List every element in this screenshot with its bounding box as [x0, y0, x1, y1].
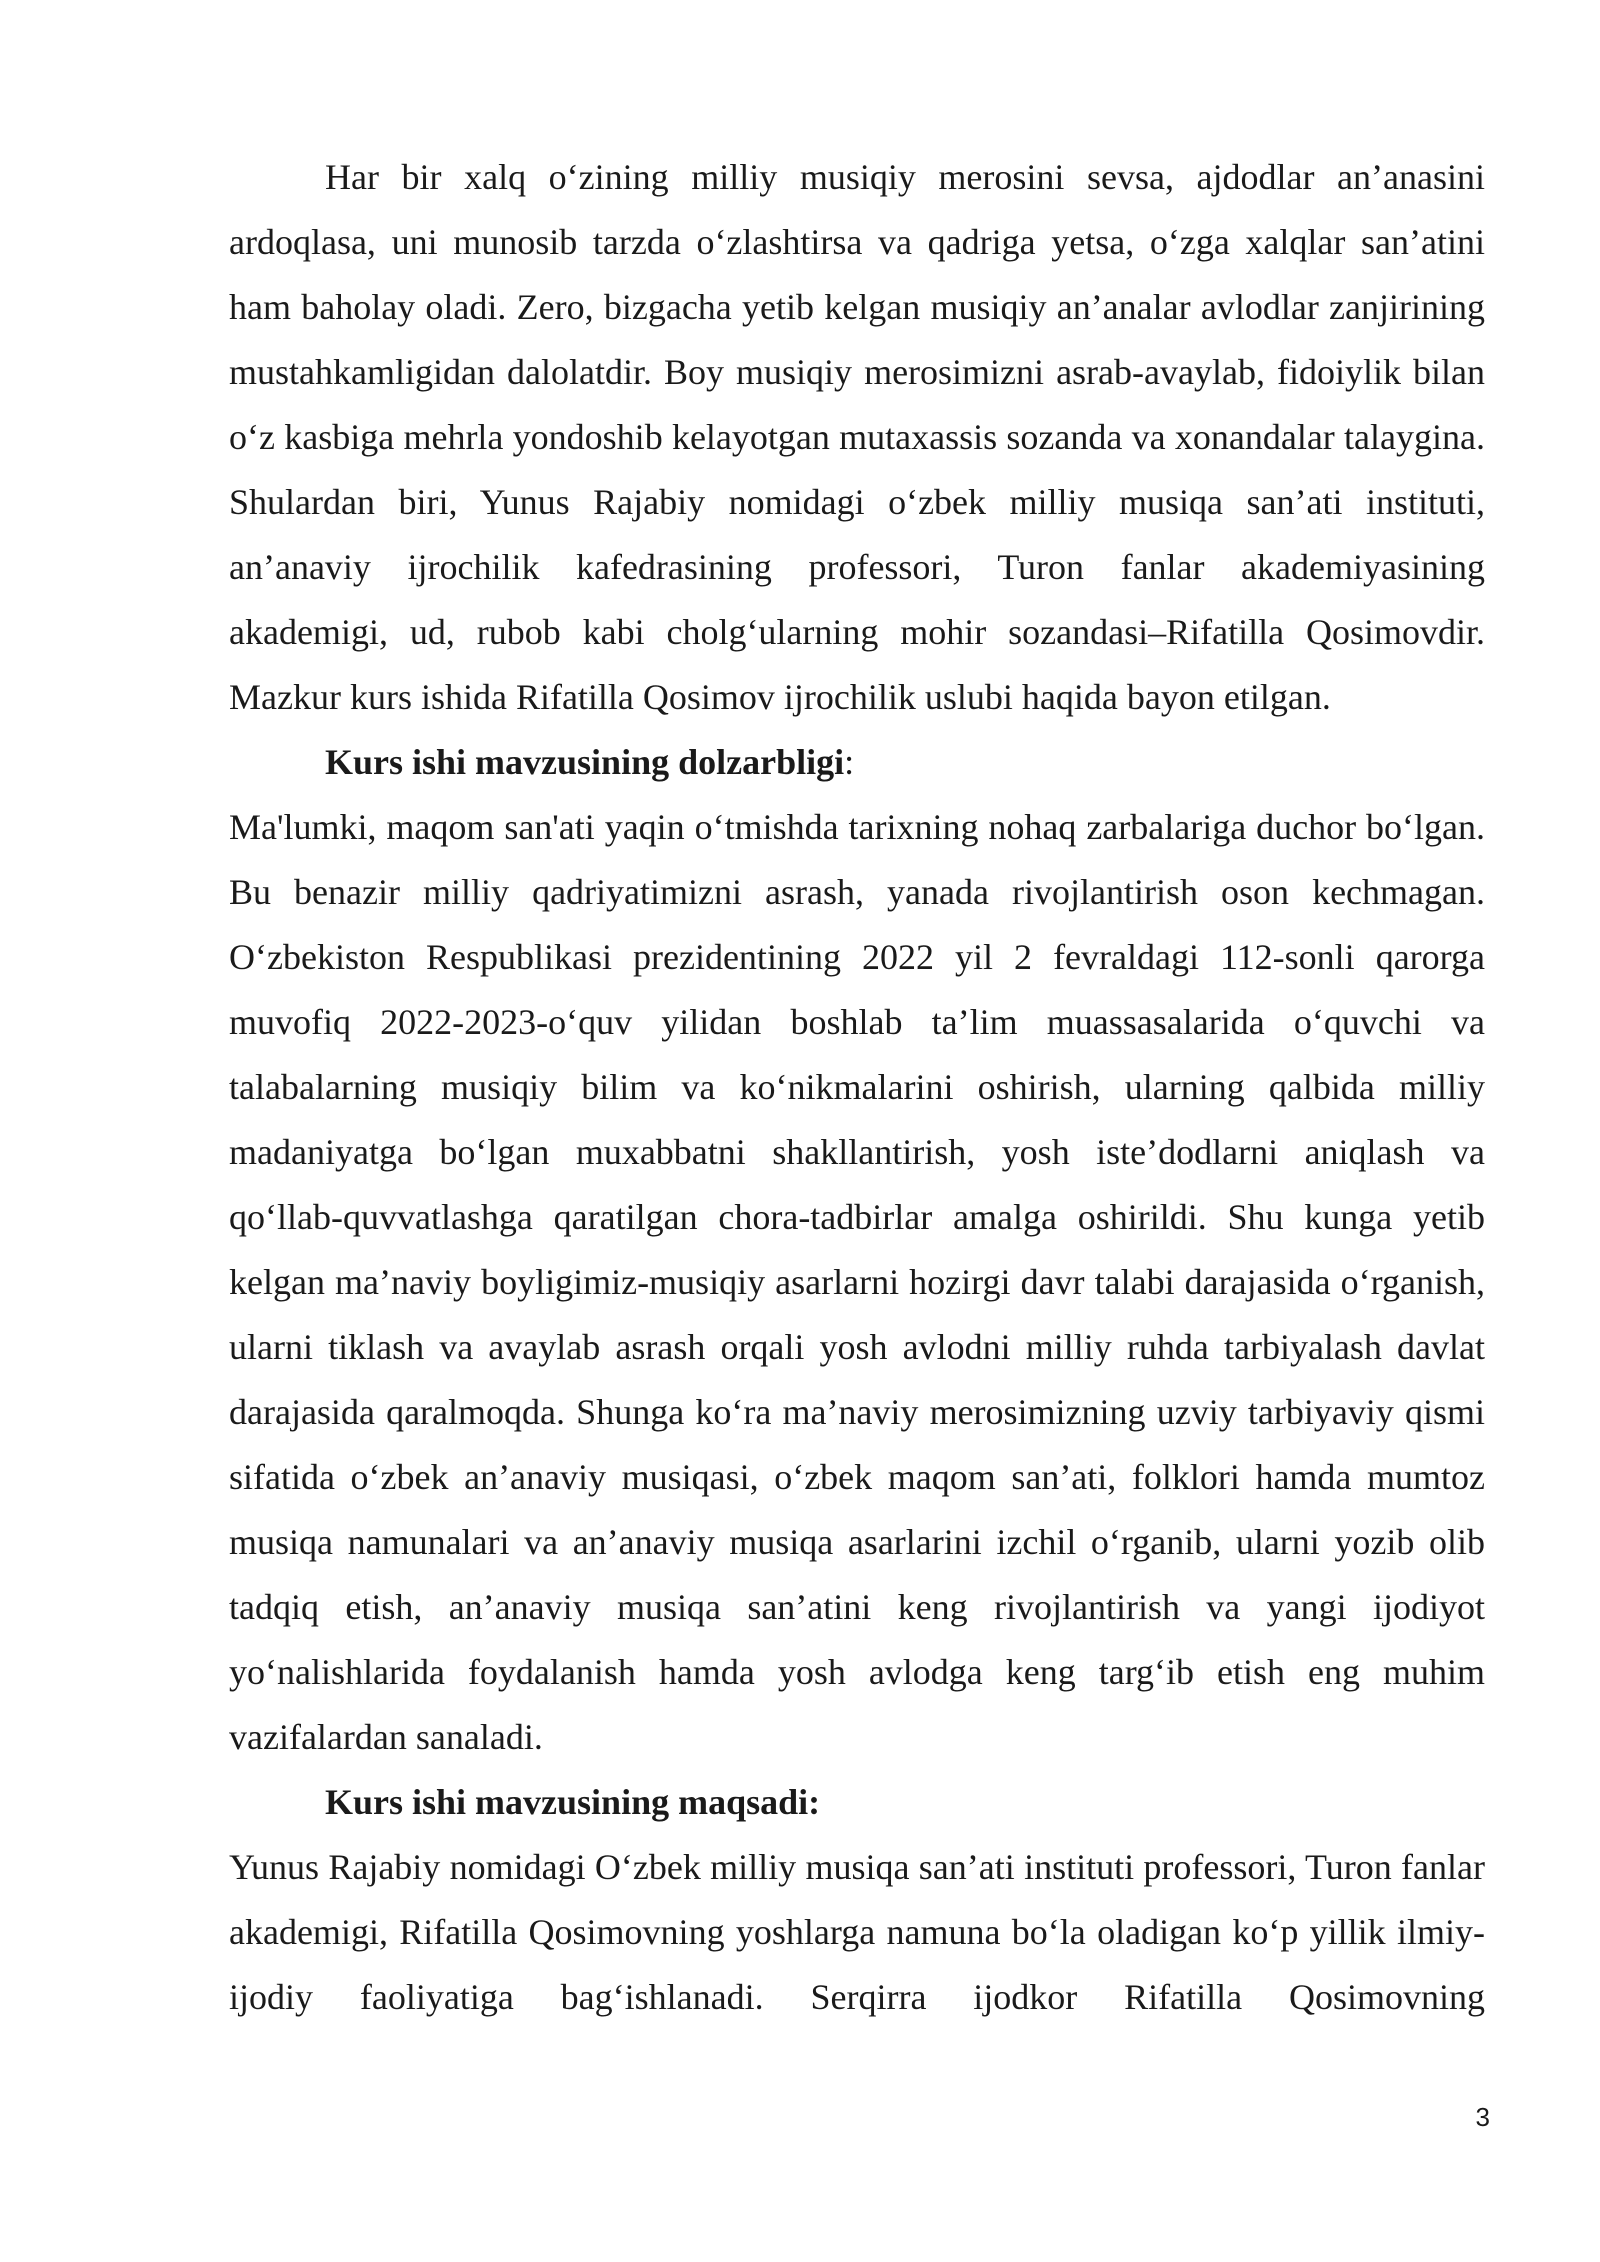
- relevance-paragraph: Ma'lumki, maqom san'ati yaqin o‘tmishda tarixning nohaq zarbalariga duchor bo‘lgan. Bu benazir milliy qadriyatimizni asrash, yanada rivojlantirish oson kechmagan. O‘zbekiston Respublikasi prezidentining 2022 yil 2 fevraldagi 112-sonli qarorga muvofiq 2022-2023-o‘quv yilidan boshlab ta’lim muassasalarida o‘quvchi va talabalarning musiqiy bilim va ko‘nikmalarini oshirish, ularning qalbida milliy madaniyatga bo‘lgan muxabbatni shakllantirish, yosh iste’dodlarni aniqlash va qo‘llab-quvvatlashga qaratilgan chora-tadbirlar amalga oshirildi. Shu kunga yetib kelgan ma’naviy boyligimiz-musiqiy asarlarni hozirgi davr talabi darajasida o‘rganish, ularni tiklash va avaylab asrash orqali yosh avlodni milliy ruhda tarbiyalash davlat darajasida qaralmoqda. Shunga ko‘ra ma’naviy merosimizning uzviy tarbiyaviy qismi sifatida o‘zbek an’anaviy musiqasi, o‘zbek maqom san’ati, folklori hamda mumtoz musiqa namunalari va an’anaviy musiqa asarlarini izchil o‘rganib, ularni yozib olib tadqiq etish, an’anaviy musiqa san’atini keng rivojlantirish va yangi ijodiyot yo‘nalishlarida foydalanish hamda yosh avlodga keng targ‘ib etish eng muhim vazifalardan sanaladi.: [229, 807, 1485, 1757]
- page-body: [229, 145, 1485, 2030]
- section-heading-relevance-colon: :: [844, 742, 855, 782]
- section-heading-relevance-text: Kurs ishi mavzusining dolzarbligi: [325, 742, 845, 782]
- intro-paragraph: Har bir xalq o‘zining milliy musiqiy merosini sevsa, ajdodlar an’anasini ardoqlasa, uni munosib tarzda o‘zlashtirsa va qadriga yetsa, o‘zga xalqlar san’atini ham baholay oladi. Zero, bizgacha yetib kelgan musiqiy an’analar avlodlar zanjirining mustahkamligidan dalolatdir. Boy musiqiy merosimizni asrab-avaylab, fidoiylik bilan o‘z kasbiga mehrla yondoshib kelayotgan mutaxassis sozanda va xonandalar talaygina. Shulardan biri, Yunus Rajabiy nomidagi o‘zbek milliy musiqa san’ati instituti, an’anaviy ijrochilik kafedrasining professori, Turon fanlar akademiyasining akademigi, ud, rubob kabi cholg‘ularning mohir sozandasi–Rifatilla Qosimovdir. Mazkur kurs ishida Rifatilla Qosimov ijrochilik uslubi haqida bayon etilgan.: [229, 157, 1485, 717]
- goal-paragraph: Yunus Rajabiy nomidagi O‘zbek milliy musiqa san’ati instituti professori, Turon fanlar akademigi, Rifatilla Qosimovning yoshlarga namuna bo‘la oladigan ko‘p yillik ilmiy-ijodiy faoliyatiga bag‘ishlanadi. Serqirra ijodkor Rifatilla Qosimovning: [229, 1847, 1485, 2017]
- section-heading-relevance: [229, 730, 1485, 795]
- section-heading-goal: Kurs ishi mavzusining maqsadi:: [325, 1782, 821, 1822]
- page-number: 3: [1475, 2102, 1490, 2132]
